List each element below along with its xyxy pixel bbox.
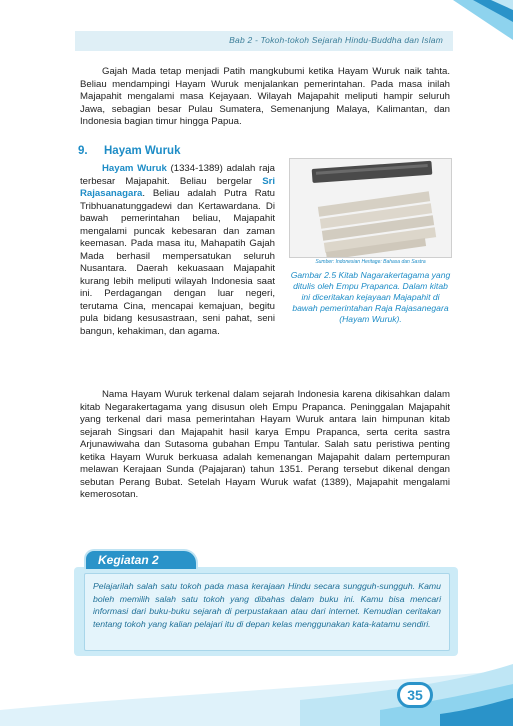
figure-source: Sumber: Indonesian Heritage: Bahasa dan Sastra: [315, 259, 426, 265]
figure-photo-manuscript: [289, 158, 452, 258]
figure-caption: Gambar 2.5 Kitab Nagarakertagama yang ditulis oleh Empu Prapanca. Dalam kitab ini diceritakan kejayaan Majapahit di bawah pemerintahan Raja Rajasanegara (Hayam Wuruk).: [290, 270, 451, 324]
biography-text-part1: (1334-1389) adalah raja terbesar Majapahit. Beliau bergelar: [80, 163, 275, 187]
chapter-title: Bab 2 - Tokoh-tokoh Sejarah Hindu-Buddha dan Islam: [229, 35, 443, 45]
activity-text: Pelajarilah salah satu tokoh pada masa kerajaan Hindu secara sungguh-sungguh. Kamu boleh memilih salah satu tokoh yang dibahas dalam buku ini. Kamu bisa mencari informasi dari buku-buku sejarah di perpustakaan atau dari internet. Kemudian ceritakan tentang tokoh yang kalian pelajari itu di depan kelas menggunakan kata-katamu sendiri.: [84, 573, 450, 651]
intro-paragraph-text: Gajah Mada tetap menjadi Patih mangkubumi ketika Hayam Wuruk naik tahta. Beliau mendampingi Hayam Wuruk menjalankan pemerintahan. Pada masa inilah Majapahit mengalami masa Kejayaan. Wilayah Majapahit meliputi hampir seluruh Jawa, sebagian besar Pulau Sumatera, Semenanjung Malaya, Kalimantan, dan Indonesia bagian timur hingga Papua.: [80, 66, 450, 127]
chapter-header: [75, 31, 453, 51]
intro-paragraph: [80, 66, 450, 129]
main-paragraph-text: Nama Hayam Wuruk terkenal dalam sejarah Indonesia karena dikisahkan dalam kitab Negarakertagama yang disusun oleh Empu Prapanca. Peninggalan Majapahit yang terkenal dari masa pemerintahan Hayam Wuruk antara lain himpunan kitab sejarah Singsari dan Majapahit hasil karya Empu Prapanca, serta cerita sastra Arjunawiwaha dan Sutasoma gubahan Empu Tantular. Salah satu peristiwa penting ketika Hayam Wuruk berkuasa adalah kemenangan Majapahit dalam pertempuran melawan Kerajaan Sunda (Pajajaran) tahun 1351. Perang tersebut dikenal dengan sebutan Perang Bubat. Setelah Hayam Wuruk wafat (1389), Majapahit mengalami kemerosotan.: [80, 389, 450, 500]
royal-title: Sri Rajasanagara: [80, 175, 275, 199]
person-name: Hayam Wuruk: [102, 163, 167, 174]
biography-text-part2: . Beliau adalah Putra Ratu Tribhuanatunggadewi dan Kertawardana. Di bawah pemerintahan beliau, Majapahit mengalami puncak kebesaran dan zaman keemasan. Pada masa itu, Mahapatih Gajah Mada berhasil mempersatukan seluruh Nusantara. Daerah kekuasaan Majapahit kurang lebih meliputi wilayah Indonesia saat ini. Perdagangan dengan luar negeri, terutama Cina, mencapai kemajuan, begitu pula bidang kesusastraan, seni pahat, seni bangun, kehakiman, dan agama.: [80, 188, 275, 337]
section-number: 9.: [78, 145, 88, 157]
page-number: 35: [397, 682, 433, 708]
section-title: Hayam Wuruk: [104, 145, 181, 157]
section-heading: [78, 145, 180, 157]
activity-label: Kegiatan 2: [84, 549, 198, 569]
footer-wave-decoration: [0, 640, 513, 726]
biography-column: [80, 163, 275, 338]
main-paragraph: [80, 389, 450, 502]
